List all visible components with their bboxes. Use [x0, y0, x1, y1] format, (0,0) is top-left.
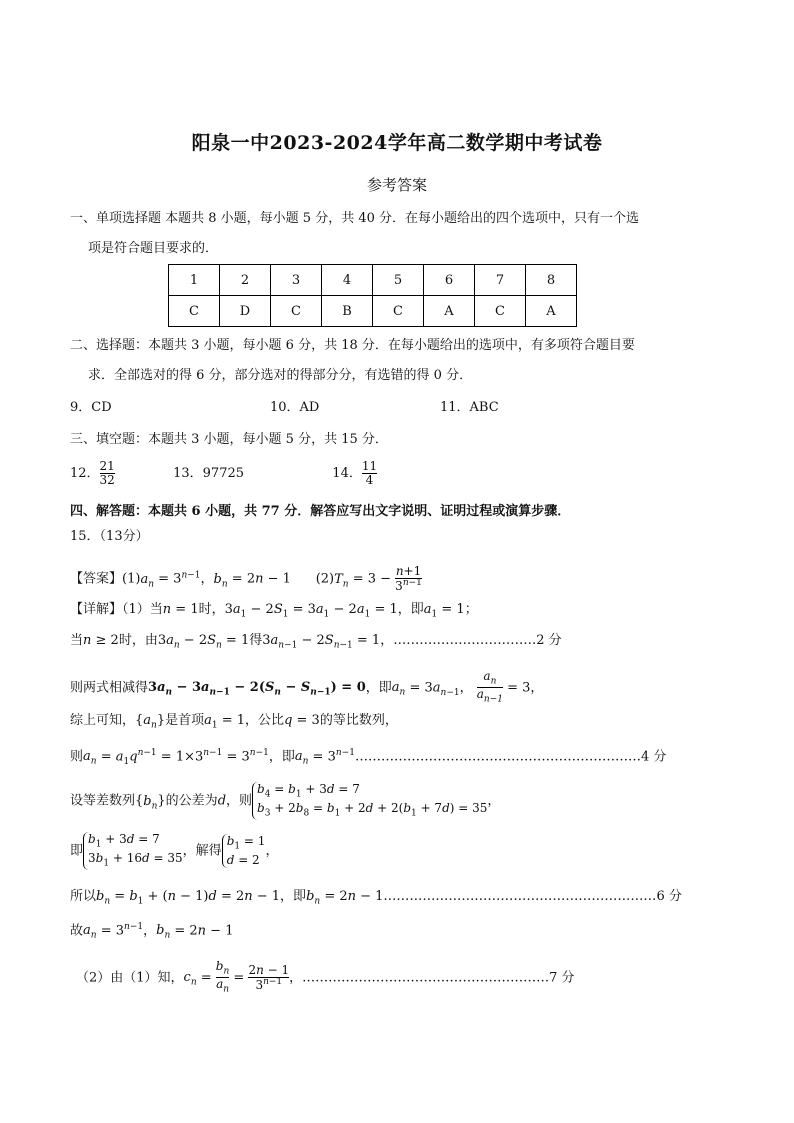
- fill-answers: [70, 460, 377, 487]
- section1-text: 一、单项选择题 本题共 8 小题，每小题 5 分，共 40 分．在每小题给出的四个选项中，只有一个选: [70, 211, 640, 226]
- answer-table: [168, 264, 577, 327]
- section4-text: 四、解答题：本题共 6 小题，共 77 分．解答应写出文字说明、证明过程或演算步骤．: [70, 504, 571, 519]
- system-brace: $b_4 = b_1 + 3d = 7$ $b_3 + 2b_8 = b_1 + 2d + 2(b_1 + 7d) = 35$: [252, 782, 487, 820]
- answer-table-header: 8: [526, 265, 577, 296]
- q15-detail-8: 所以$b_n = b_1 + (n - 1)d = 2n - 1$，即$b_n = 2n$ − 1………………………………………………………6 分: [70, 889, 682, 907]
- answer-table-header: 4: [322, 265, 373, 296]
- answer-10: 10．AD: [270, 400, 320, 415]
- page-subtitle: 参考答案: [366, 176, 427, 194]
- q12-fraction: [100, 460, 115, 487]
- cn-fraction-2: $\frac{2n - 1}{3^{n-1}}$: [248, 962, 290, 992]
- score-2: 2 分: [536, 633, 562, 648]
- q15-detail-5: 则$a_n = a_1q^{n-1} = 1\times 3^{n-1} = 3^{n-1}$，即$a_n$ = $3^{n-1}\dots\dots\dots\dots\dots\dots\dots\dots\dots\dots\dots\dots\dots\dots\dots\dots\dots\dots\dots\dots\dots\dots 4$ 分: [70, 748, 667, 767]
- q15-detail-9: 故$a_n = 3^{n-1}$，$b_n = 2n - 1$: [70, 922, 234, 941]
- answer-cell: D: [220, 296, 271, 327]
- answer-cell: C: [475, 296, 526, 327]
- section1-text-cont: 项是符合题目要求的．: [88, 241, 219, 256]
- answer-9: 9．CD: [70, 400, 112, 415]
- q12-denominator: 32: [99, 473, 115, 488]
- score-4: 4 分: [640, 749, 667, 765]
- q12-label: 12．: [70, 466, 100, 482]
- section2-text-cont: 求．全部选对的得 6 分，部分选对的得部分分，有选错的得 0 分．: [88, 368, 473, 383]
- q14-label: 14．: [332, 466, 362, 482]
- score-6: 6 分: [656, 889, 682, 904]
- answer-cell: C: [373, 296, 424, 327]
- answer-cell: A: [526, 296, 577, 327]
- answer-table-header-row: [169, 265, 577, 296]
- q15-detail-6: 设等差数列$\{b_n\}$的公差为d，则 $b_4 = b_1 + 3d = 7$ $b_3 + 2b_8 = b_1 + 2d + 2(b_1 + 7d) = 35$ ，: [70, 782, 501, 819]
- system-brace: $b_1 + 3d = 7$ $3b_1 + 16d = 35$: [83, 832, 183, 870]
- answer-table-header: 1: [169, 265, 220, 296]
- q13-answer: 13．97725: [173, 466, 245, 482]
- answer-table-header: 6: [424, 265, 475, 296]
- q15-detail-1: 【详解】（1）当n = 1时，$3a_1 - 2S_1 = 3a_1 - 2a_1 = 1$，即$a_1 = 1$；: [70, 602, 478, 620]
- answer-table-header: 3: [271, 265, 322, 296]
- answer-table-row: [169, 296, 577, 327]
- solution-brace: $b_1 = 1$ d = 2: [222, 834, 266, 869]
- q14-fraction: [362, 460, 377, 487]
- q15-detail-2: 当n ≥ 2时，由$3a_n - 2S_n = 1$得$3a_{n-1} - 2S_{n-1} = 1$，……………………………2 分: [70, 633, 562, 651]
- q12-numerator: 21: [99, 459, 115, 473]
- section2-text: 二、选择题：本题共 3 小题，每小题 6 分，共 18 分．在每小题给出的选项中，有多项符合题目要: [70, 338, 635, 353]
- answer-cell: C: [271, 296, 322, 327]
- q15-detail-3: 则两式相减得$3a_n - 3a_{n-1} - 2(S_n - S_{n-1}) = 0$，即$a_n = 3a_{n-1}$， $\frac{a_n}{a_{n-1}}$ = 3，: [70, 669, 544, 705]
- q14-numerator: 11: [361, 459, 378, 473]
- answer-cell: B: [322, 296, 373, 327]
- q15-detail-7: 即 $b_1 + 3d = 7$ $3b_1 + 16d = 35$ ，解得 $b_1 = 1$ d = 2 ，: [70, 832, 279, 869]
- q14-denominator: 4: [362, 473, 377, 487]
- answer-label: 【答案】: [70, 571, 123, 587]
- answer-table-header: 5: [373, 265, 424, 296]
- answer-cell: C: [169, 296, 220, 327]
- section3-text: 三、填空题：本题共 3 小题，每小题 5 分，共 15 分．: [70, 432, 388, 447]
- score-7: 7 分: [549, 970, 575, 986]
- q15-detail-4: 综上可知，$\{a_n\}$是首项$a_1 = 1$，公比q = 3的等比数列，: [70, 713, 398, 731]
- ratio-fraction: $\frac{a_n}{a_{n-1}}$: [476, 669, 503, 705]
- q15-label: 15．（13分）: [70, 529, 149, 544]
- answer-cell: A: [424, 296, 475, 327]
- answer-11: 11．ABC: [440, 400, 499, 415]
- q15-detail-10: （2）由（1）知，$c_n$ = $\frac{b_n}{a_n}$ = $\frac{2n - 1}{3^{n-1}}$ ，…………………………………………………7 分: [76, 959, 575, 995]
- cn-fraction-1: $\frac{b_n}{a_n}$: [215, 959, 230, 995]
- answer-table-header: 2: [220, 265, 271, 296]
- page-title: 阳泉一中2023-2024学年高二数学期中考试卷: [191, 132, 603, 154]
- answer-table-header: 7: [475, 265, 526, 296]
- tn-fraction: $\frac{n+1}{3^{n-1}}$: [395, 564, 422, 594]
- q15-answer: 【答案】$(1)a_n = 3^{n-1}$，$b_n = 2n - 1$ $(2)T_n = 3$ − $\frac{n+1}{3^{n-1}}$: [70, 564, 422, 594]
- detail-label: 【详解】: [70, 602, 123, 617]
